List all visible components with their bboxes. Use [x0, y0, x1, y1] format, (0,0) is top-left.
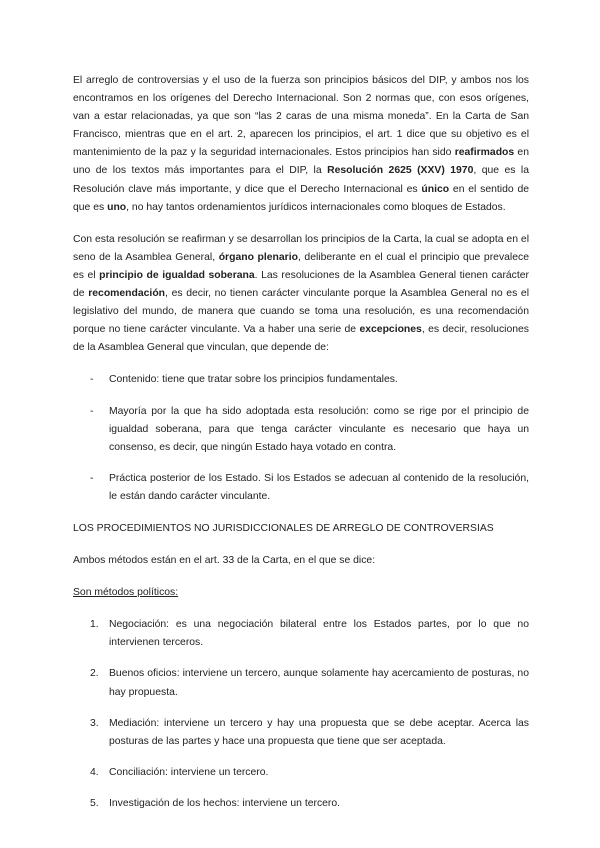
text-run: , no hay tantos ordenamientos jurídicos internacionales como bloques de Estados.	[126, 201, 506, 213]
bold-text: órgano plenario	[218, 251, 298, 263]
list-number: 3.	[90, 717, 99, 729]
bold-text: Resolución 2625 (XXV) 1970	[327, 165, 474, 177]
list-item-text: Mediación: interviene un tercero y hay una propuesta que se debe aceptar. Acerca las posturas de las partes y hace una propuesta que tiene que ser aceptada.	[109, 717, 529, 747]
list-item	[73, 764, 529, 782]
list-number: 1.	[90, 619, 99, 631]
document-page	[73, 72, 529, 826]
text-run: en el sentido de que es	[73, 183, 529, 213]
list-item	[73, 665, 529, 701]
text-run: en uno de los textos más importantes para el DIP, la	[73, 147, 529, 177]
list-item	[73, 616, 529, 652]
list-item-text: Negociación: es una negociación bilateral entre los Estados partes, por lo que no intervienen terceros.	[109, 619, 529, 649]
paragraph-intro	[73, 72, 529, 217]
bold-text: recomendación	[88, 288, 166, 300]
paragraph-resolution	[73, 231, 529, 358]
list-item-text: Contenido: tiene que tratar sobre los principios fundamentales.	[109, 374, 398, 386]
bold-text: reafirmados	[454, 147, 515, 159]
text-run: , es decir, no tienen carácter vinculante porque la Asamblea General no es el legislativo del mundo, de manera que cuando se toma una resolución, es una recomendación porque no tiene carácter vinculante. Va a haber una serie de	[73, 288, 529, 336]
dash-bullet: -	[90, 374, 94, 386]
list-number: 5.	[90, 797, 99, 809]
dash-bullet: -	[90, 405, 94, 417]
list-item	[73, 470, 529, 506]
section-heading: LOS PROCEDIMIENTOS NO JURISDICCIONALES DE ARREGLO DE CONTROVERSIAS	[73, 522, 494, 534]
list-item-text: Conciliación: interviene un tercero.	[109, 766, 269, 778]
text-run: Con esta resolución se reafirman y se desarrollan los principios de la Carta, la cual se adopta en el seno de la Asamblea General,	[73, 233, 529, 263]
text-run: , es decir, resoluciones de la Asamblea General que vinculan, que depende de:	[73, 324, 529, 354]
list-item-text: Buenos oficios: interviene un tercero, aunque solamente hay acercamiento de posturas, no hay propuesta.	[109, 668, 529, 698]
text-run: . Las resoluciones de la Asamblea General tienen carácter de	[73, 269, 530, 300]
list-item	[73, 715, 529, 751]
exceptions-list	[73, 371, 529, 506]
list-item	[73, 795, 529, 813]
intro-text: Ambos métodos están en el art. 33 de la Carta, en el que se dice:	[73, 555, 376, 567]
methods-list	[73, 616, 529, 813]
subheading: Son métodos políticos:	[73, 587, 179, 599]
list-item-text: Práctica posterior de los Estado. Si los Estados se adecuan al contenido de la resolución, le están dando carácter vinculante.	[109, 472, 529, 502]
bold-text: excepciones	[359, 324, 422, 336]
text-run: El arreglo de controversias y el uso de la fuerza son principios básicos del DIP, y ambos nos los encontramos en los orígenes del Derecho Internacional. Son 2 normas que, con esos orígenes, van a estar relacionadas, ya que son “las 2 caras de una misma moneda”. En la Carta de San Francisco, mientras que en el art. 2, aparecen los principios, el art. 1 dice que su objetivo es el mantenimiento de la paz y la seguridad internacionales. Estos principios han sido	[73, 75, 529, 159]
text-run: , que es la Resolución clave más importante, y dice que el Derecho Internacional es	[73, 165, 529, 195]
list-item	[73, 403, 529, 457]
list-number: 4.	[90, 766, 99, 778]
list-item-text: Mayoría por la que ha sido adoptada esta resolución: como se rige por el principio de igualdad soberana, para que tenga carácter vinculante es necesario que haya un consenso, es decir, que ningún Estado haya votado en contra.	[109, 405, 529, 453]
text-run: , deliberante en el cual el principio que prevalece es el	[73, 251, 529, 281]
bold-text: único	[421, 183, 450, 195]
list-item-text: Investigación de los hechos: interviene un tercero.	[109, 797, 341, 809]
list-number: 2.	[90, 668, 99, 680]
dash-bullet: -	[90, 472, 94, 484]
bold-text: uno	[107, 201, 127, 213]
list-item	[73, 371, 529, 389]
bold-text: principio de igualdad soberana	[99, 269, 255, 281]
